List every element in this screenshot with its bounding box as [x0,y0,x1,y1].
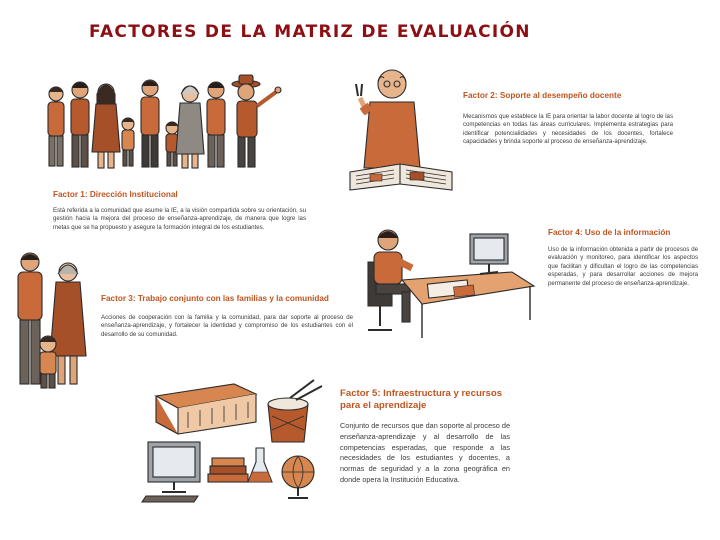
school-resources-illustration [138,376,334,504]
teacher-reading-illustration [340,62,460,202]
factor-3-title: Factor 3: Trabajo conjunto con las familias y la comunidad [101,294,329,303]
factor-5-title: Factor 5: Infraestructura y recursos para el aprendizaje [340,388,503,411]
factor-1-description: Está referida a la comunidad que asume la IE, a la visión compartida sobre su orientación, su gestión hacia la mejora del proceso de enseñanza-aprendizaje, de manera que logre las metas que se ha propuesto y asegure la formación integral de los estudiantes. [53,207,306,231]
factor-5-description: Conjunto de recursos que dan soporte al proceso de enseñanza-aprendizaje y al desarrollo de las competencias esperadas, que responde a las necesidades de los estudiantes y docentes, a normas de seguridad y a la zona geográfica en donde opera la Institución Educativa. [340,421,510,484]
factor-4-title: Factor 4: Uso de la información [548,228,671,237]
factor-2-title: Factor 2: Soporte al desempeño docente [463,91,622,100]
factor-2-description: Mecanismos que establece la IE para orientar la labor docente al logro de las competencias en todas las áreas curriculares. Implementa estrategias para identificar potencialidades y necesidades de los docentes, fortalece capacidades y brinda soporte al proceso de enseñanza-aprendizaje. [463,113,673,146]
person-at-computer-illustration [362,222,540,340]
community-group-illustration [40,72,300,182]
factor-3-description: Acciones de cooperación con la familia y la comunidad, para dar soporte al proceso de enseñanza-aprendizaje, y fortalecer la identidad y compromiso de los estudiantes con el desarrollo de su comunidad. [101,314,353,338]
factor-1-title: Factor 1: Dirección Institucional [53,190,178,199]
family-illustration [6,248,98,394]
slide-title: FACTORES DE LA MATRIZ DE EVALUACIÓN [89,22,531,42]
factor-4-description: Uso de la información obtenida a partir de procesos de evaluación y monitoreo, para identificar los aspectos que facilitan y dificultan el logro de las competencias esperadas, y para desarrollar acciones de mejora permanente del proceso de enseñanza-aprendizaje. [548,246,698,287]
